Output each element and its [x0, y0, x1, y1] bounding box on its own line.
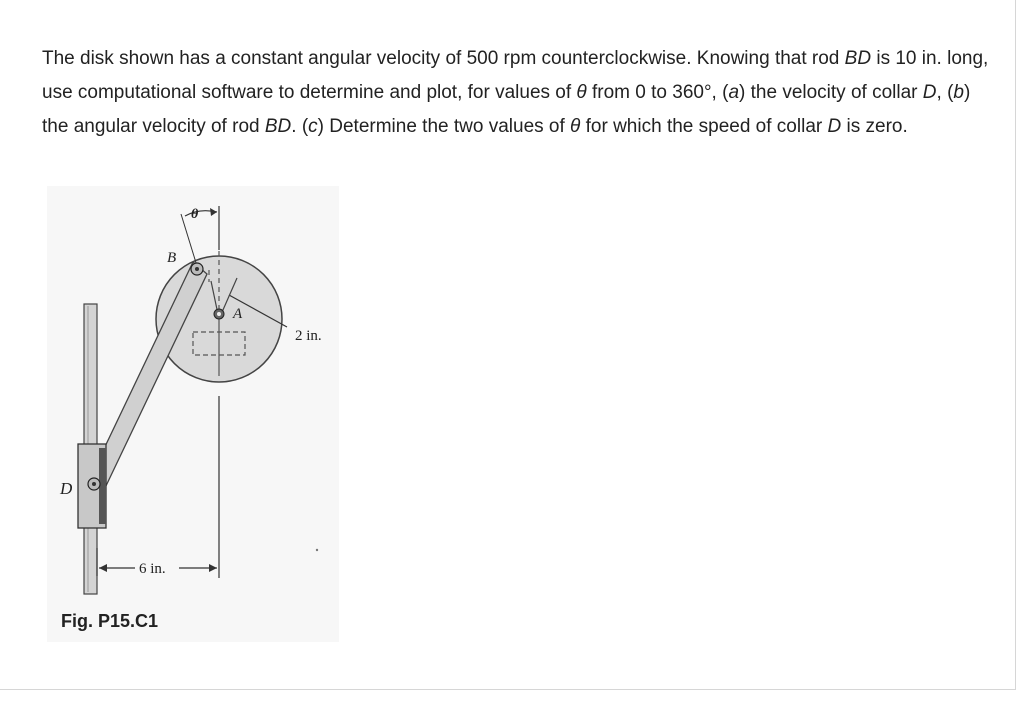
mechanism-diagram	[47, 186, 339, 642]
mechanism-figure	[47, 186, 339, 642]
problem-text: , (	[936, 82, 954, 103]
problem-text: . (	[291, 116, 309, 137]
theta-label: θ	[191, 207, 199, 222]
point-b-label: B	[167, 250, 177, 266]
problem-text: for which the speed of collar	[580, 116, 828, 137]
figure-caption: Fig. P15.C1	[61, 611, 159, 631]
problem-text: is zero.	[841, 116, 908, 137]
collar-d-label: D	[827, 116, 842, 137]
point-a-label: A	[233, 306, 243, 322]
rod-bd-label: BD	[844, 48, 872, 69]
problem-text: ) the velocity of collar	[739, 82, 923, 103]
problem-text: The disk shown has a constant angular velocity of 500 rpm counterclockwise. Knowing that rod	[42, 48, 845, 69]
collar-d	[78, 444, 106, 528]
part-a-label: a	[728, 82, 740, 103]
radius-label: 2 in.	[295, 328, 322, 344]
collar-d-label: D	[922, 82, 937, 103]
problem-text: from 0 to 360°, (	[586, 82, 729, 103]
part-c-label: c	[308, 116, 318, 137]
problem-text: ) Determine the two values of	[317, 116, 571, 137]
offset-label: 6 in.	[139, 561, 166, 577]
part-b-label: b	[953, 82, 964, 103]
theta-symbol: θ	[576, 82, 587, 103]
point-d-label: D	[60, 479, 73, 498]
problem-text: ) the angular velocity of rod	[42, 82, 971, 137]
problem-text: is 10 in. long, use computational software to determine and plot, for values of	[42, 48, 989, 103]
rod-bd-label: BD	[264, 116, 292, 137]
theta-symbol: θ	[570, 116, 581, 137]
problem-statement	[42, 42, 992, 144]
